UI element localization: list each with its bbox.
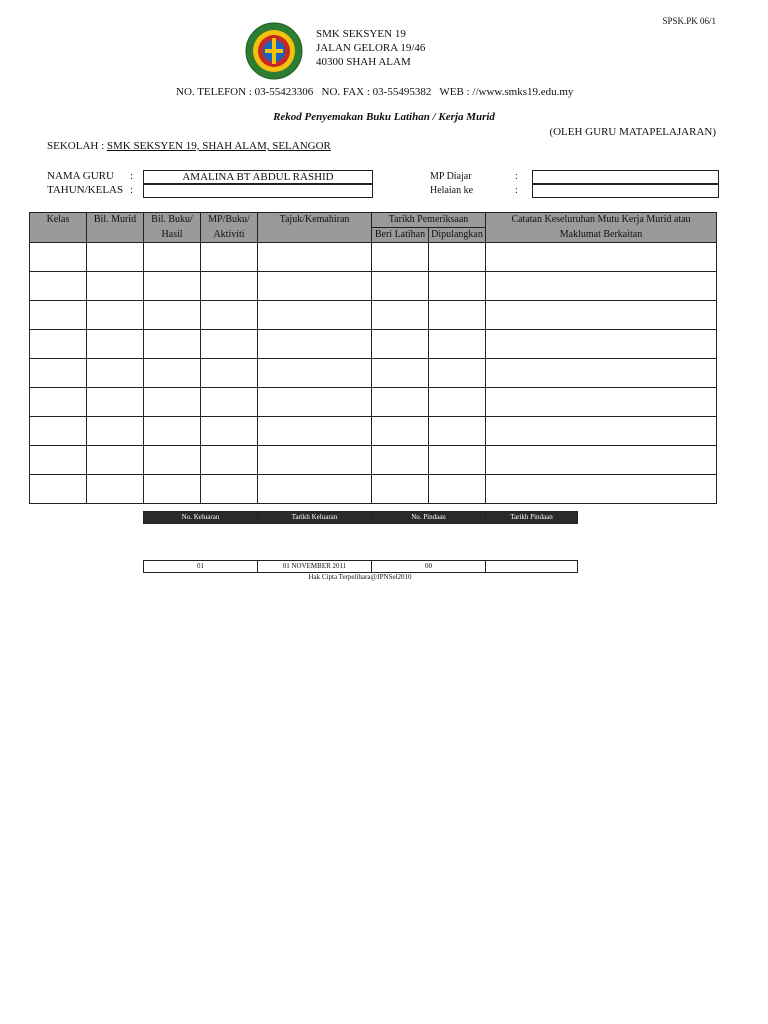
table-cell[interactable]	[429, 272, 486, 301]
table-cell[interactable]	[372, 388, 429, 417]
table-cell[interactable]	[144, 301, 201, 330]
table-cell[interactable]	[87, 272, 144, 301]
helaian-label: Helaian ke	[430, 185, 474, 196]
table-cell[interactable]	[372, 243, 429, 272]
revision-header-table	[143, 511, 578, 524]
school-contact: NO. TELEFON : 03-55423306 NO. FAX : 03-55495382 WEB : //www.smks19.edu.my	[176, 86, 574, 98]
table-cell[interactable]	[30, 243, 87, 272]
school-address-line1: JALAN GELORA 19/46	[316, 42, 426, 54]
table-cell[interactable]	[258, 243, 372, 272]
table-cell[interactable]	[429, 388, 486, 417]
table-cell[interactable]	[201, 475, 258, 504]
table-cell[interactable]	[30, 359, 87, 388]
mp-diajar-label: MP Diajar	[430, 171, 472, 182]
table-cell[interactable]	[486, 417, 717, 446]
table-cell[interactable]	[201, 243, 258, 272]
school-logo-icon	[245, 22, 303, 80]
revision-value-cell: 00	[372, 561, 486, 573]
table-cell[interactable]	[258, 388, 372, 417]
table-row	[30, 388, 717, 417]
table-row	[30, 446, 717, 475]
school-address-line2: 40300 SHAH ALAM	[316, 56, 411, 68]
header-tajuk: Tajuk/Kemahiran	[258, 213, 372, 243]
table-cell[interactable]	[486, 243, 717, 272]
table-cell[interactable]	[429, 243, 486, 272]
table-cell[interactable]	[87, 417, 144, 446]
table-cell[interactable]	[372, 272, 429, 301]
school-name: SMK SEKSYEN 19	[316, 28, 406, 40]
table-cell[interactable]	[372, 330, 429, 359]
table-cell[interactable]	[486, 359, 717, 388]
header-catatan-line2: Maklumat Berkaitan	[486, 228, 717, 243]
table-row	[30, 330, 717, 359]
record-table	[29, 212, 717, 504]
table-row	[30, 243, 717, 272]
document-subtitle: (OLEH GURU MATAPELAJARAN)	[549, 126, 716, 138]
table-cell[interactable]	[258, 359, 372, 388]
table-row	[30, 359, 717, 388]
table-cell[interactable]	[429, 475, 486, 504]
table-cell[interactable]	[30, 446, 87, 475]
table-cell[interactable]	[87, 301, 144, 330]
table-cell[interactable]	[429, 417, 486, 446]
header-dipulangkan: Dipulangkan	[429, 228, 486, 243]
header-bil-buku-line2: Hasil	[144, 228, 201, 243]
table-cell[interactable]	[201, 272, 258, 301]
table-cell[interactable]	[201, 388, 258, 417]
header-tarikh: Tarikh Pemeriksaan	[372, 213, 486, 228]
table-cell[interactable]	[144, 243, 201, 272]
table-cell[interactable]	[258, 330, 372, 359]
table-cell[interactable]	[486, 446, 717, 475]
colon: :	[130, 184, 134, 196]
document-title: Rekod Penyemakan Buku Latihan / Kerja Murid	[273, 111, 495, 123]
table-cell[interactable]	[30, 388, 87, 417]
table-cell[interactable]	[429, 330, 486, 359]
table-cell[interactable]	[486, 388, 717, 417]
table-cell[interactable]	[201, 359, 258, 388]
table-cell[interactable]	[201, 417, 258, 446]
header-catatan: Catatan Keseluruhan Mutu Kerja Murid atau	[486, 213, 717, 228]
table-cell[interactable]	[372, 417, 429, 446]
table-cell[interactable]	[258, 446, 372, 475]
table-cell[interactable]	[486, 272, 717, 301]
tahun-kelas-label: TAHUN/KELAS	[47, 184, 124, 196]
table-cell[interactable]	[201, 301, 258, 330]
tahun-kelas-field[interactable]	[143, 184, 373, 198]
table-cell[interactable]	[30, 301, 87, 330]
table-cell[interactable]	[144, 446, 201, 475]
table-cell[interactable]	[486, 330, 717, 359]
table-cell[interactable]	[201, 330, 258, 359]
table-cell[interactable]	[144, 388, 201, 417]
table-cell[interactable]	[258, 475, 372, 504]
header-bil-buku: Bil. Buku/	[144, 213, 201, 228]
table-cell[interactable]	[372, 475, 429, 504]
table-cell[interactable]	[258, 272, 372, 301]
copyright-text: Hak Cipta Terpelihara@JPNSel2010	[308, 573, 412, 581]
table-cell[interactable]	[30, 417, 87, 446]
header-bil-murid: Bil. Murid	[87, 213, 144, 243]
revision-value-cell: 01	[144, 561, 258, 573]
table-cell[interactable]	[429, 359, 486, 388]
table-cell[interactable]	[429, 301, 486, 330]
table-cell[interactable]	[30, 330, 87, 359]
header-kelas: Kelas	[30, 213, 87, 243]
table-cell[interactable]	[144, 417, 201, 446]
revision-values-table	[143, 560, 578, 573]
table-cell[interactable]	[372, 301, 429, 330]
school-line-value: SMK SEKSYEN 19, SHAH ALAM, SELANGOR	[106, 140, 331, 152]
table-row	[30, 272, 717, 301]
revision-header-cell: Tarikh Pindaan	[486, 512, 578, 524]
nama-guru-field[interactable]: AMALINA BT ABDUL RASHID	[143, 170, 373, 184]
table-cell[interactable]	[144, 330, 201, 359]
school-line	[47, 140, 331, 152]
header-mp-buku-line2: Aktiviti	[201, 228, 258, 243]
table-cell[interactable]	[372, 446, 429, 475]
table-row	[30, 417, 717, 446]
table-cell[interactable]	[429, 446, 486, 475]
table-row	[30, 301, 717, 330]
table-cell[interactable]	[486, 475, 717, 504]
revision-header-cell: No. Pindaan	[372, 512, 486, 524]
table-cell[interactable]	[258, 301, 372, 330]
revision-header-cell: Tarikh Keluaran	[258, 512, 372, 524]
mp-diajar-field[interactable]	[532, 170, 719, 184]
header-beri-latihan: Beri Latihan	[372, 228, 429, 243]
school-line-label: SEKOLAH :	[47, 140, 105, 152]
header-mp-buku: MP/Buku/	[201, 213, 258, 228]
revision-value-cell: 01 NOVEMBER 2011	[258, 561, 372, 573]
revision-header-cell: No. Keluaran	[144, 512, 258, 524]
table-cell[interactable]	[87, 388, 144, 417]
table-cell[interactable]	[87, 359, 144, 388]
table-cell[interactable]	[144, 359, 201, 388]
table-cell[interactable]	[486, 301, 717, 330]
table-cell[interactable]	[30, 475, 87, 504]
table-cell[interactable]	[144, 272, 201, 301]
table-cell[interactable]	[87, 475, 144, 504]
table-cell[interactable]	[258, 417, 372, 446]
table-cell[interactable]	[144, 475, 201, 504]
colon: :	[515, 171, 518, 182]
table-row	[30, 475, 717, 504]
table-cell[interactable]	[372, 359, 429, 388]
revision-value-cell	[486, 561, 578, 573]
table-cell[interactable]	[30, 272, 87, 301]
table-cell[interactable]	[87, 330, 144, 359]
document-code: SPSK.PK 06/1	[662, 16, 716, 26]
colon: :	[130, 170, 134, 182]
nama-guru-label: NAMA GURU	[47, 170, 114, 182]
table-cell[interactable]	[87, 446, 144, 475]
colon: :	[515, 185, 518, 196]
helaian-field[interactable]	[532, 184, 719, 198]
table-cell[interactable]	[87, 243, 144, 272]
table-cell[interactable]	[201, 446, 258, 475]
